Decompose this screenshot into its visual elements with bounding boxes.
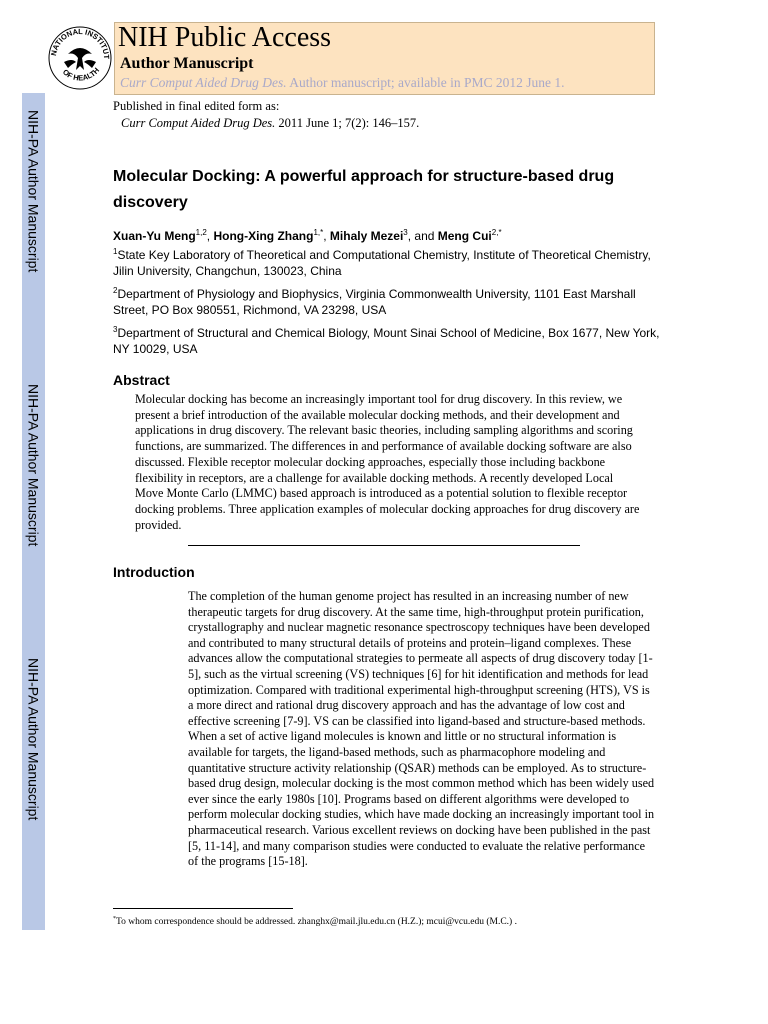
abstract-divider — [188, 545, 580, 546]
side-label-top: NIH-PA Author Manuscript — [25, 110, 42, 273]
svg-text:NATIONAL INSTITUTES: NATIONAL INSTITUT — [49, 26, 112, 60]
abstract-heading: Abstract — [113, 372, 170, 388]
affiliation-1 — [113, 247, 663, 279]
introduction-heading: Introduction — [113, 564, 195, 580]
affiliation-text: State Key Laboratory of Theoretical and Computational Chemistry, Institute of Theoretical Chemistry, Jilin University, Changchun, 130023, China — [113, 248, 651, 278]
author-manuscript-label: Author Manuscript — [120, 55, 254, 72]
published-details: 2011 June 1; 7(2): 146–157. — [275, 116, 420, 130]
author-affil-sup: 3 — [403, 228, 408, 237]
author-name: Mihaly Mezei — [329, 229, 404, 243]
affiliation-2 — [113, 286, 663, 318]
affiliation-sup: 1 — [113, 247, 118, 256]
pmc-journal: Curr Comput Aided Drug Des. — [120, 75, 287, 90]
author-affil-sup: 1,2 — [195, 228, 207, 237]
affiliation-3 — [113, 325, 663, 357]
side-label-middle: NIH-PA Author Manuscript — [25, 384, 42, 547]
author-name: Hong-Xing Zhang — [213, 229, 314, 243]
footnote-marker: * — [113, 915, 116, 922]
footnote-divider — [113, 908, 293, 909]
side-label-bottom: NIH-PA Author Manuscript — [25, 658, 42, 821]
author-affil-sup: 1,* — [313, 228, 324, 237]
article-title: Molecular Docking: A powerful approach for structure-based drug discovery — [113, 168, 615, 211]
affiliation-sup: 2 — [113, 286, 118, 295]
nih-logo — [46, 18, 114, 92]
author-separator: , — [323, 229, 330, 243]
published-journal: Curr Comput Aided Drug Des. — [121, 116, 276, 130]
author-list — [113, 229, 502, 243]
author-separator: , — [206, 229, 214, 243]
author-name: Xuan-Yu Meng — [113, 229, 196, 243]
pmc-availability-text: Author manuscript; available in PMC 2012 June 1. — [286, 75, 565, 90]
affiliation-text: Department of Physiology and Biophysics, Virginia Commonwealth University, 1101 East Marshall Street, PO Box 980551, Richmond, VA 23298, USA — [113, 287, 636, 317]
author-name: Meng Cui — [437, 229, 492, 243]
correspondence-footnote — [113, 917, 517, 927]
abstract-text: Molecular docking has become an increasingly important tool for drug discovery. In this review, we present a brief introduction of the available molecular docking methods, and their development and applications in drug discovery. The relevant basic theories, including sampling algorithms and scoring functions, are summarized. The differences in and performance of available docking software are also discussed. Flexible receptor molecular docking approaches, especially those including backbone flexibility in receptors, are a challenge for available docking methods. A recently developed Local Move Monte Carlo (LMMC) based approach is introduced as a potential solution to flexible receptor docking problems. Three application examples of molecular docking approaches for drug discovery are provided. — [135, 392, 640, 532]
introduction-text: The completion of the human genome project has resulted in an increasing number of new therapeutic targets for drug discovery. At the same time, high-throughput protein purification, crystallography and nuclear magnetic resonance spectroscopy techniques have been developed and contributed to many structural details of proteins and protein–ligand complexes. These advances allow the computational strategies to permeate all aspects of drug discovery today [1-5], such as the virtual screening (VS) techniques [6] for hit identification and methods for lead optimization. Compared with traditional experimental high-throughput screening (HTS), VS is a more direct and rational drug discovery approach and has the advantage of low cost and effective screening [7-9]. VS can be classified into ligand-based and structure-based methods. When a set of active ligand molecules is known and little or no structural information is available for targets, the ligand-based methods, such as pharmacophore modeling and quantitative structure activity relationship (QSAR) methods can be employed. As to structure-based drug design, molecular docking is the most common method which has been widely used ever since the early 1980s [10]. Programs based on different algorithms were developed to perform molecular docking studies, which have made docking an increasingly important tool in pharmaceutical research. Various excellent reviews on docking have been published in the past [5, 11-14], and many comparison studies were conducted to evaluate the relative performance of the programs [15-18]. — [188, 589, 655, 869]
footnote-text: To whom correspondence should be addressed. zhanghx@mail.jlu.edu.cn (H.Z.); mcui@vcu.edu (M.C.) . — [116, 917, 517, 927]
published-note — [113, 98, 419, 132]
affiliation-sup: 3 — [113, 325, 118, 334]
pmc-availability-line — [120, 75, 565, 91]
author-affil-sup: 2,* — [491, 228, 502, 237]
published-intro: Published in final edited form as: — [113, 99, 280, 113]
author-separator: , and — [407, 229, 438, 243]
svg-text:OF HEALTH: OF HEALTH — [60, 65, 102, 83]
affiliation-text: Department of Structural and Chemical Biology, Mount Sinai School of Medicine, Box 1677, New York, NY 10029, USA — [113, 326, 660, 356]
published-citation — [113, 115, 419, 132]
nih-public-access-title: NIH Public Access — [118, 22, 332, 53]
